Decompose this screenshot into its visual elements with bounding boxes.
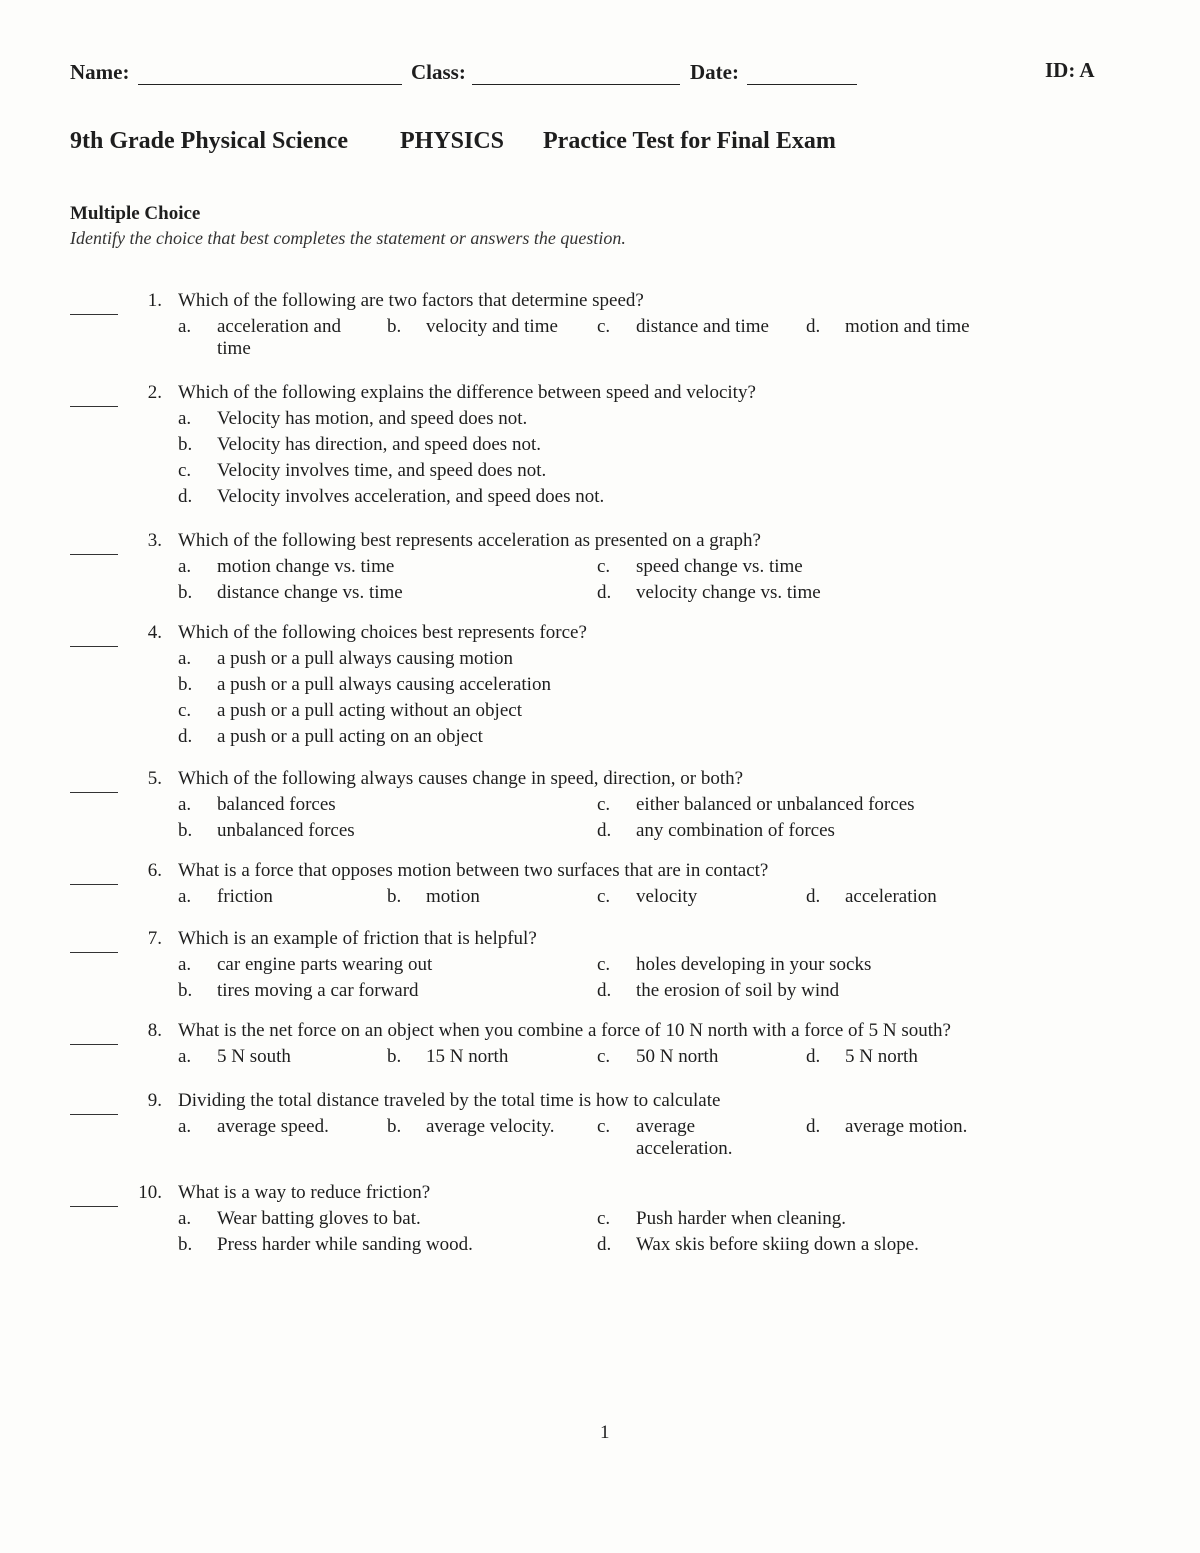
title-physics: PHYSICS <box>400 128 505 154</box>
option-text: tires moving a car forward <box>217 980 419 1001</box>
option-text: Push harder when cleaning. <box>636 1208 846 1229</box>
option-text: Velocity involves time, and speed does not. <box>217 460 547 481</box>
id-label: ID: A <box>1045 58 1095 82</box>
option-text: acceleration <box>845 886 937 907</box>
question-number: 4. <box>147 622 162 643</box>
option-text: a push or a pull acting on an object <box>217 726 483 747</box>
option-text: 5 N north <box>845 1046 918 1067</box>
class-field[interactable] <box>472 62 680 85</box>
title-subject: 9th Grade Physical Science <box>70 128 348 154</box>
option-text: distance change vs. time <box>217 582 403 603</box>
option-letter: d. <box>597 820 612 841</box>
option-text: motion change vs. time <box>217 556 395 577</box>
question-text: Which of the following explains the difference between speed and velocity? <box>178 382 756 403</box>
name-label: Name: <box>70 60 130 84</box>
option-text: Velocity has direction, and speed does not. <box>217 434 541 455</box>
option-text: a push or a pull always causing acceleration <box>217 674 551 695</box>
option-letter: d. <box>806 886 821 907</box>
option-letter: a. <box>178 794 192 815</box>
option-text: Wax skis before skiing down a slope. <box>636 1234 919 1255</box>
question-text: Which of the following always causes change in speed, direction, or both? <box>178 768 744 789</box>
option-text: any combination of forces <box>636 820 835 841</box>
option-letter: c. <box>597 1116 611 1137</box>
option-letter: d. <box>806 1116 821 1137</box>
page-number: 1 <box>600 1422 610 1443</box>
option-text: Press harder while sanding wood. <box>217 1234 473 1255</box>
option-text: velocity <box>636 886 698 907</box>
option-letter: c. <box>597 794 611 815</box>
option-letter: a. <box>178 648 192 669</box>
option-letter: b. <box>387 1116 402 1137</box>
option-text: average motion. <box>845 1116 968 1137</box>
option-text: 5 N south <box>217 1046 291 1067</box>
option-text: Velocity involves acceleration, and speed does not. <box>217 486 605 507</box>
option-letter: c. <box>597 1046 611 1067</box>
answer-blank[interactable] <box>70 952 118 953</box>
answer-blank[interactable] <box>70 884 118 885</box>
option-letter: b. <box>178 1234 193 1255</box>
option-text: velocity change vs. time <box>636 582 821 603</box>
answer-blank[interactable] <box>70 554 118 555</box>
question-text: Which is an example of friction that is helpful? <box>178 928 537 949</box>
option-letter: a. <box>178 1208 192 1229</box>
option-letter: c. <box>178 700 192 721</box>
option-letter: b. <box>178 582 193 603</box>
date-field[interactable] <box>747 62 857 85</box>
question-text: Which of the following choices best represents force? <box>178 622 587 643</box>
option-text: 50 N north <box>636 1046 719 1067</box>
class-label: Class: <box>411 60 466 84</box>
question-text: Which of the following best represents acceleration as presented on a graph? <box>178 530 761 551</box>
option-letter: d. <box>178 486 193 507</box>
question-number: 8. <box>147 1020 162 1041</box>
option-letter: a. <box>178 886 192 907</box>
option-letter: b. <box>387 886 402 907</box>
option-letter: d. <box>178 726 193 747</box>
question-text: What is the net force on an object when you combine a force of 10 N north with a force of 5 N south? <box>178 1020 951 1041</box>
option-letter: c. <box>597 556 611 577</box>
name-field[interactable] <box>138 62 402 85</box>
option-text: balanced forces <box>217 794 336 815</box>
option-letter: a. <box>178 408 192 429</box>
option-letter: b. <box>178 980 193 1001</box>
question-number: 10. <box>138 1182 162 1203</box>
option-letter: a. <box>178 316 192 337</box>
question-text: Dividing the total distance traveled by the total time is how to calculate <box>178 1090 721 1111</box>
question-text: What is a way to reduce friction? <box>178 1182 431 1203</box>
option-letter: b. <box>178 674 193 695</box>
option-letter: c. <box>597 886 611 907</box>
option-letter: c. <box>178 460 192 481</box>
question-number: 6. <box>147 860 162 881</box>
option-letter: d. <box>597 582 612 603</box>
answer-blank[interactable] <box>70 406 118 407</box>
option-letter: d. <box>806 1046 821 1067</box>
option-text: average speed. <box>217 1116 329 1137</box>
answer-blank[interactable] <box>70 792 118 793</box>
answer-blank[interactable] <box>70 314 118 315</box>
answer-blank[interactable] <box>70 1044 118 1045</box>
option-text: motion and time <box>845 316 970 337</box>
option-letter: b. <box>387 1046 402 1067</box>
option-letter: b. <box>387 316 402 337</box>
option-text: friction <box>217 886 273 907</box>
option-text: a push or a pull acting without an object <box>217 700 522 721</box>
option-text: average velocity. <box>426 1116 555 1137</box>
section-instructions: Identify the choice that best completes the statement or answers the question. <box>70 228 626 248</box>
option-letter: a. <box>178 1116 192 1137</box>
question-number: 7. <box>147 928 162 949</box>
option-text: velocity and time <box>426 316 558 337</box>
option-letter: c. <box>597 316 611 337</box>
option-letter: b. <box>178 820 193 841</box>
title-test: Practice Test for Final Exam <box>543 128 836 154</box>
option-text: a push or a pull always causing motion <box>217 648 514 669</box>
option-text: motion <box>426 886 480 907</box>
option-text: Wear batting gloves to bat. <box>217 1208 421 1229</box>
option-letter: a. <box>178 1046 192 1067</box>
option-text: Velocity has motion, and speed does not. <box>217 408 528 429</box>
option-letter: c. <box>597 1208 611 1229</box>
option-letter: a. <box>178 556 192 577</box>
answer-blank[interactable] <box>70 1206 118 1207</box>
option-text: holes developing in your socks <box>636 954 872 975</box>
answer-blank[interactable] <box>70 1114 118 1115</box>
option-text: car engine parts wearing out <box>217 954 433 975</box>
question-number: 1. <box>147 290 162 311</box>
option-letter: c. <box>597 954 611 975</box>
option-letter: d. <box>806 316 821 337</box>
answer-blank[interactable] <box>70 646 118 647</box>
question-number: 9. <box>147 1090 162 1111</box>
option-letter: a. <box>178 954 192 975</box>
option-text: 15 N north <box>426 1046 509 1067</box>
date-label: Date: <box>690 60 739 84</box>
option-text: unbalanced forces <box>217 820 355 841</box>
option-letter: b. <box>178 434 193 455</box>
question-number: 2. <box>147 382 162 403</box>
option-text: either balanced or unbalanced forces <box>636 794 915 815</box>
question-number: 3. <box>147 530 162 551</box>
option-letter: d. <box>597 980 612 1001</box>
question-number: 5. <box>147 768 162 789</box>
option-text: acceleration and time <box>217 316 341 359</box>
option-letter: d. <box>597 1234 612 1255</box>
question-text: What is a force that opposes motion between two surfaces that are in contact? <box>178 860 769 881</box>
section-title: Multiple Choice <box>70 203 201 224</box>
question-text: Which of the following are two factors that determine speed? <box>178 290 644 311</box>
option-text: the erosion of soil by wind <box>636 980 840 1001</box>
option-text: average acceleration. <box>636 1116 733 1159</box>
option-text: distance and time <box>636 316 769 337</box>
option-text: speed change vs. time <box>636 556 803 577</box>
